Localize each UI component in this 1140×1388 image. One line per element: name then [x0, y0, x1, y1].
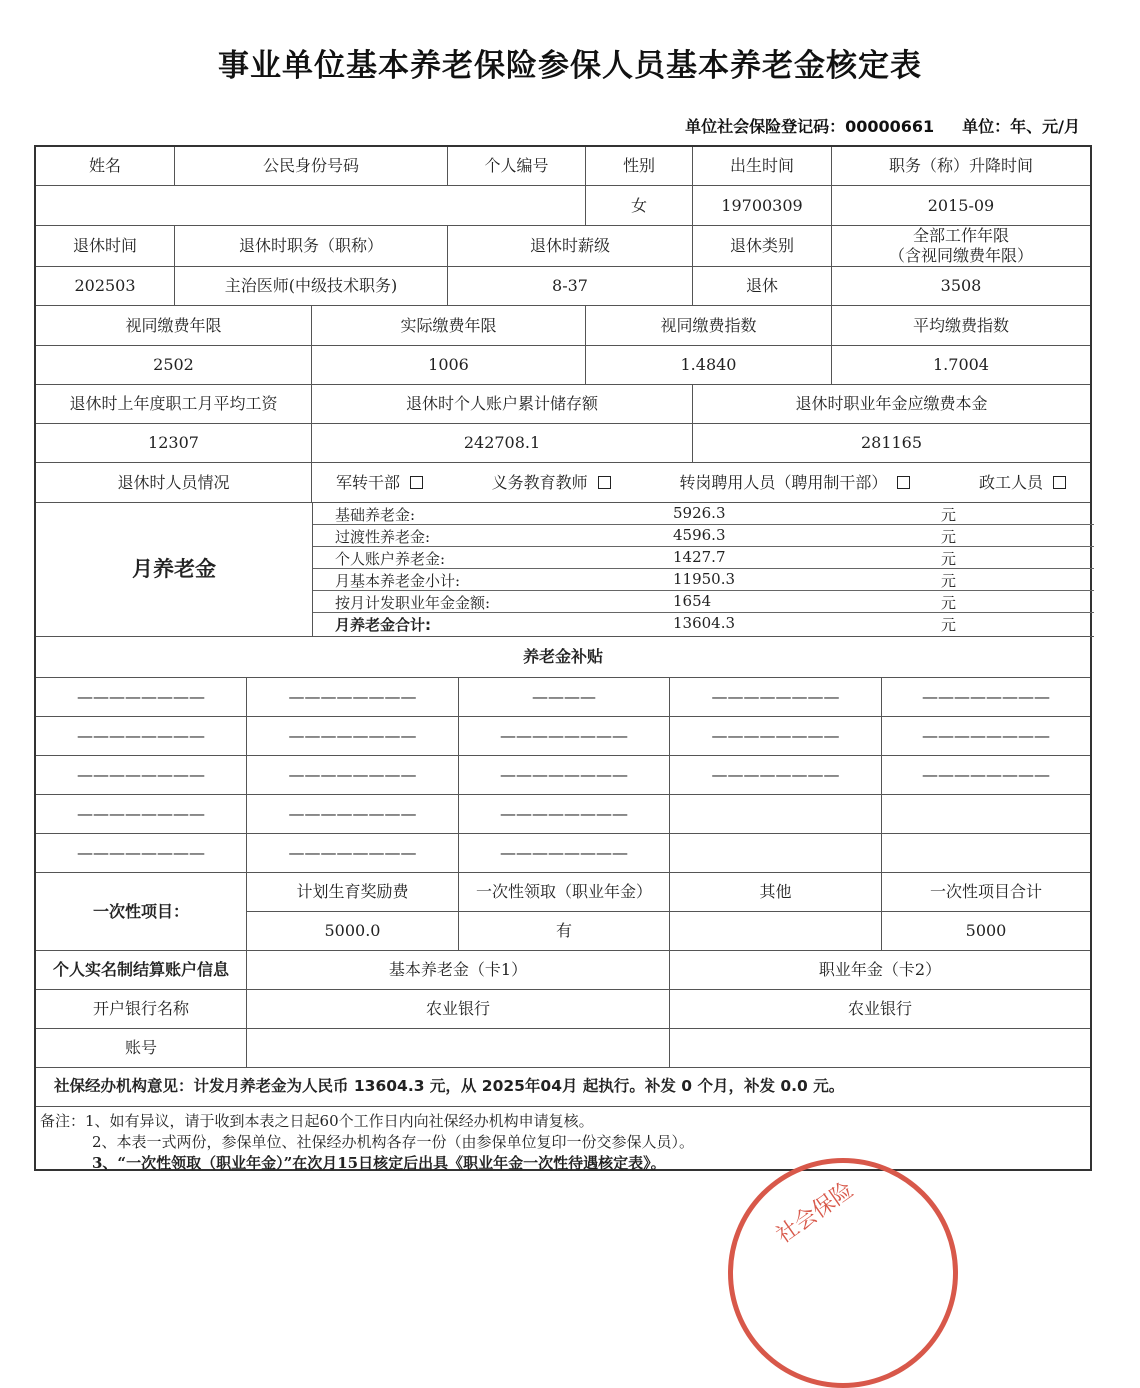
remark-line: 2、本表一式两份，参保单位、社保经办机构各存一份（由参保单位复印一份交参保人员）。 — [92, 1133, 695, 1151]
lump-value-family: 5000.0 — [247, 912, 459, 951]
value-name-id-personal — [36, 186, 586, 226]
monthly-total-unit: 元 — [941, 616, 957, 634]
monthly-row-value: 1654 — [673, 592, 712, 610]
retire-status-label: 退休时人员情况 — [36, 463, 312, 503]
monthly-row-unit: 元 — [941, 572, 957, 590]
checkbox-icon[interactable] — [410, 476, 423, 489]
subsidy-cell: ———————— — [670, 756, 882, 795]
monthly-total-label: 月养老金合计: — [335, 616, 431, 634]
header-birth: 出生时间 — [693, 147, 832, 186]
monthly-row-unit: 元 — [941, 528, 957, 546]
subsidy-cell: ———————— — [459, 717, 670, 756]
subsidy-cell: ———————— — [247, 678, 459, 717]
checkbox-icon[interactable] — [598, 476, 611, 489]
value-avg-index: 1.7004 — [832, 346, 1090, 385]
header-actual-years: 实际缴费年限 — [312, 306, 586, 346]
subsidy-cell: ———————— — [36, 756, 247, 795]
header-retire-type: 退休类别 — [693, 226, 832, 267]
lump-header-other: 其他 — [670, 873, 882, 912]
value-gender: 女 — [586, 186, 693, 226]
header-deemed-index: 视同缴费指数 — [586, 306, 832, 346]
option-military-label: 军转干部 — [336, 472, 401, 492]
bank-name-card1: 农业银行 — [247, 990, 670, 1029]
value-title-change: 2015-09 — [832, 186, 1090, 226]
monthly-row — [313, 569, 1094, 591]
value-retire-position: 主治医师(中级技术职务) — [175, 267, 448, 306]
header-deemed-years: 视同缴费年限 — [36, 306, 312, 346]
value-deemed-years: 2502 — [36, 346, 312, 385]
value-work-years: 3508 — [832, 267, 1090, 306]
lump-header-total: 一次性项目合计 — [882, 873, 1090, 912]
subsidy-cell-empty — [670, 795, 882, 834]
agency-opinion: 社保经办机构意见：计发月养老金为人民币 13604.3 元，从 2025年04月 起执行。补发 0 个月，补发 0.0 元。 — [36, 1068, 1090, 1107]
subsidy-cell: ———— — [459, 678, 670, 717]
lump-value-annuity: 有 — [459, 912, 670, 951]
subsidy-cell: ———————— — [36, 717, 247, 756]
subsidy-cell-empty — [882, 834, 1090, 873]
value-avg-wage: 12307 — [36, 424, 312, 463]
subsidy-cell: ———————— — [36, 834, 247, 873]
header-avg-index: 平均缴费指数 — [832, 306, 1090, 346]
monthly-row-value: 4596.3 — [673, 526, 726, 544]
remarks — [36, 1107, 1090, 1171]
subsidy-cell: ———————— — [882, 756, 1090, 795]
subsidy-cell: ———————— — [670, 717, 882, 756]
monthly-row-label: 个人账户养老金: — [335, 550, 446, 568]
value-actual-years: 1006 — [312, 346, 586, 385]
unit-label: 单位：年、元/月 — [962, 117, 1080, 136]
bank-name-label: 开户银行名称 — [36, 990, 247, 1029]
subsidy-cell: ———————— — [247, 717, 459, 756]
retire-status-options — [312, 463, 1090, 503]
monthly-row-unit: 元 — [941, 550, 957, 568]
value-deemed-index: 1.4840 — [586, 346, 832, 385]
option-transfer-label: 转岗聘用人员（聘用制干部） — [679, 472, 888, 492]
value-retire-grade: 8-37 — [448, 267, 693, 306]
subsidy-cell: ———————— — [247, 834, 459, 873]
monthly-row — [313, 547, 1094, 569]
header-annuity-principal: 退休时职业年金应缴费本金 — [693, 385, 1090, 424]
subsidy-cell-empty — [670, 834, 882, 873]
seal-text: 社会保险 — [771, 1177, 859, 1249]
bank-name-card2: 农业银行 — [670, 990, 1090, 1029]
monthly-row-label: 按月计发职业年金金额: — [335, 594, 491, 612]
account-card1-header: 基本养老金（卡1） — [247, 951, 670, 990]
account-info-label: 个人实名制结算账户信息 — [36, 951, 247, 990]
lump-value-other — [670, 912, 882, 951]
monthly-pension-breakdown — [313, 503, 1094, 637]
value-annuity-principal: 281165 — [693, 424, 1090, 463]
header-retire-position: 退休时职务（职称） — [175, 226, 448, 267]
monthly-row-unit: 元 — [941, 506, 957, 524]
registration-code: 单位社会保险登记码：00000661 — [685, 117, 935, 136]
subsidy-cell: ———————— — [247, 756, 459, 795]
header-work-years-line1: 全部工作年限 — [912, 226, 1009, 245]
subsidy-cell-empty — [882, 795, 1090, 834]
header-retire-time: 退休时间 — [36, 226, 175, 267]
remark-line: 3、“一次性领取（职业年金）”在次月15日核定后出具《职业年金一次性待遇核定表》。 — [92, 1154, 666, 1172]
remark-line: 备注：1、如有异议，请于收到本表之日起60个工作日内向社保经办机构申请复核。 — [40, 1112, 594, 1130]
header-id-number: 公民身份号码 — [175, 147, 448, 186]
header-work-years-line2: （含视同缴费年限） — [888, 246, 1033, 265]
value-account-balance: 242708.1 — [312, 424, 693, 463]
subsidy-cell: ———————— — [247, 795, 459, 834]
monthly-row-value: 5926.3 — [673, 504, 726, 522]
header-name: 姓名 — [36, 147, 175, 186]
monthly-row-value: 1427.7 — [673, 548, 726, 566]
monthly-row-label: 月基本养老金小计: — [335, 572, 461, 590]
monthly-row — [313, 503, 1094, 525]
option-teacher[interactable] — [492, 473, 611, 493]
value-retire-time: 202503 — [36, 267, 175, 306]
monthly-row-total — [313, 613, 1094, 635]
header-gender: 性别 — [586, 147, 693, 186]
subsidy-cell: ———————— — [882, 717, 1090, 756]
pension-form-table — [34, 145, 1092, 1171]
monthly-row-unit: 元 — [941, 594, 957, 612]
header-account-balance: 退休时个人账户累计储存额 — [312, 385, 693, 424]
option-transfer[interactable] — [679, 473, 910, 493]
checkbox-icon[interactable] — [897, 476, 910, 489]
lump-header-family: 计划生育奖励费 — [247, 873, 459, 912]
monthly-row-label: 过渡性养老金: — [335, 528, 431, 546]
monthly-row-label: 基础养老金: — [335, 506, 416, 524]
subsidy-cell: ———————— — [36, 678, 247, 717]
subsidy-cell: ———————— — [459, 756, 670, 795]
monthly-row-value: 11950.3 — [673, 570, 736, 588]
subsidy-cell: ———————— — [459, 795, 670, 834]
header-avg-wage: 退休时上年度职工月平均工资 — [36, 385, 312, 424]
subsidy-cell: ———————— — [670, 678, 882, 717]
subsidy-cell: ———————— — [459, 834, 670, 873]
lump-sum-label: 一次性项目： — [36, 873, 247, 951]
header-title-change: 职务（称）升降时间 — [832, 147, 1090, 186]
value-birth: 19700309 — [693, 186, 832, 226]
subsidy-title: 养老金补贴 — [36, 637, 1090, 678]
registration-line — [685, 114, 1080, 137]
page-title: 事业单位基本养老保险参保人员基本养老金核定表 — [218, 48, 922, 84]
option-military[interactable] — [336, 473, 423, 493]
header-work-years — [832, 226, 1090, 267]
account-number-card2 — [670, 1029, 1090, 1068]
header-personal-no: 个人编号 — [448, 147, 586, 186]
header-retire-grade: 退休时薪级 — [448, 226, 693, 267]
lump-header-annuity: 一次性领取（职业年金） — [459, 873, 670, 912]
option-teacher-label: 义务教育教师 — [491, 472, 588, 492]
option-political[interactable] — [979, 473, 1066, 493]
checkbox-icon[interactable] — [1053, 476, 1066, 489]
monthly-row — [313, 591, 1094, 613]
option-political-label: 政工人员 — [978, 472, 1043, 492]
monthly-pension-label: 月养老金 — [36, 503, 313, 637]
account-number-card1 — [247, 1029, 670, 1068]
monthly-total-value: 13604.3 — [673, 614, 736, 632]
subsidy-cell: ———————— — [36, 795, 247, 834]
account-number-label: 账号 — [36, 1029, 247, 1068]
account-card2-header: 职业年金（卡2） — [670, 951, 1090, 990]
subsidy-cell: ———————— — [882, 678, 1090, 717]
value-retire-type: 退休 — [693, 267, 832, 306]
monthly-row — [313, 525, 1094, 547]
lump-value-total: 5000 — [882, 912, 1090, 951]
